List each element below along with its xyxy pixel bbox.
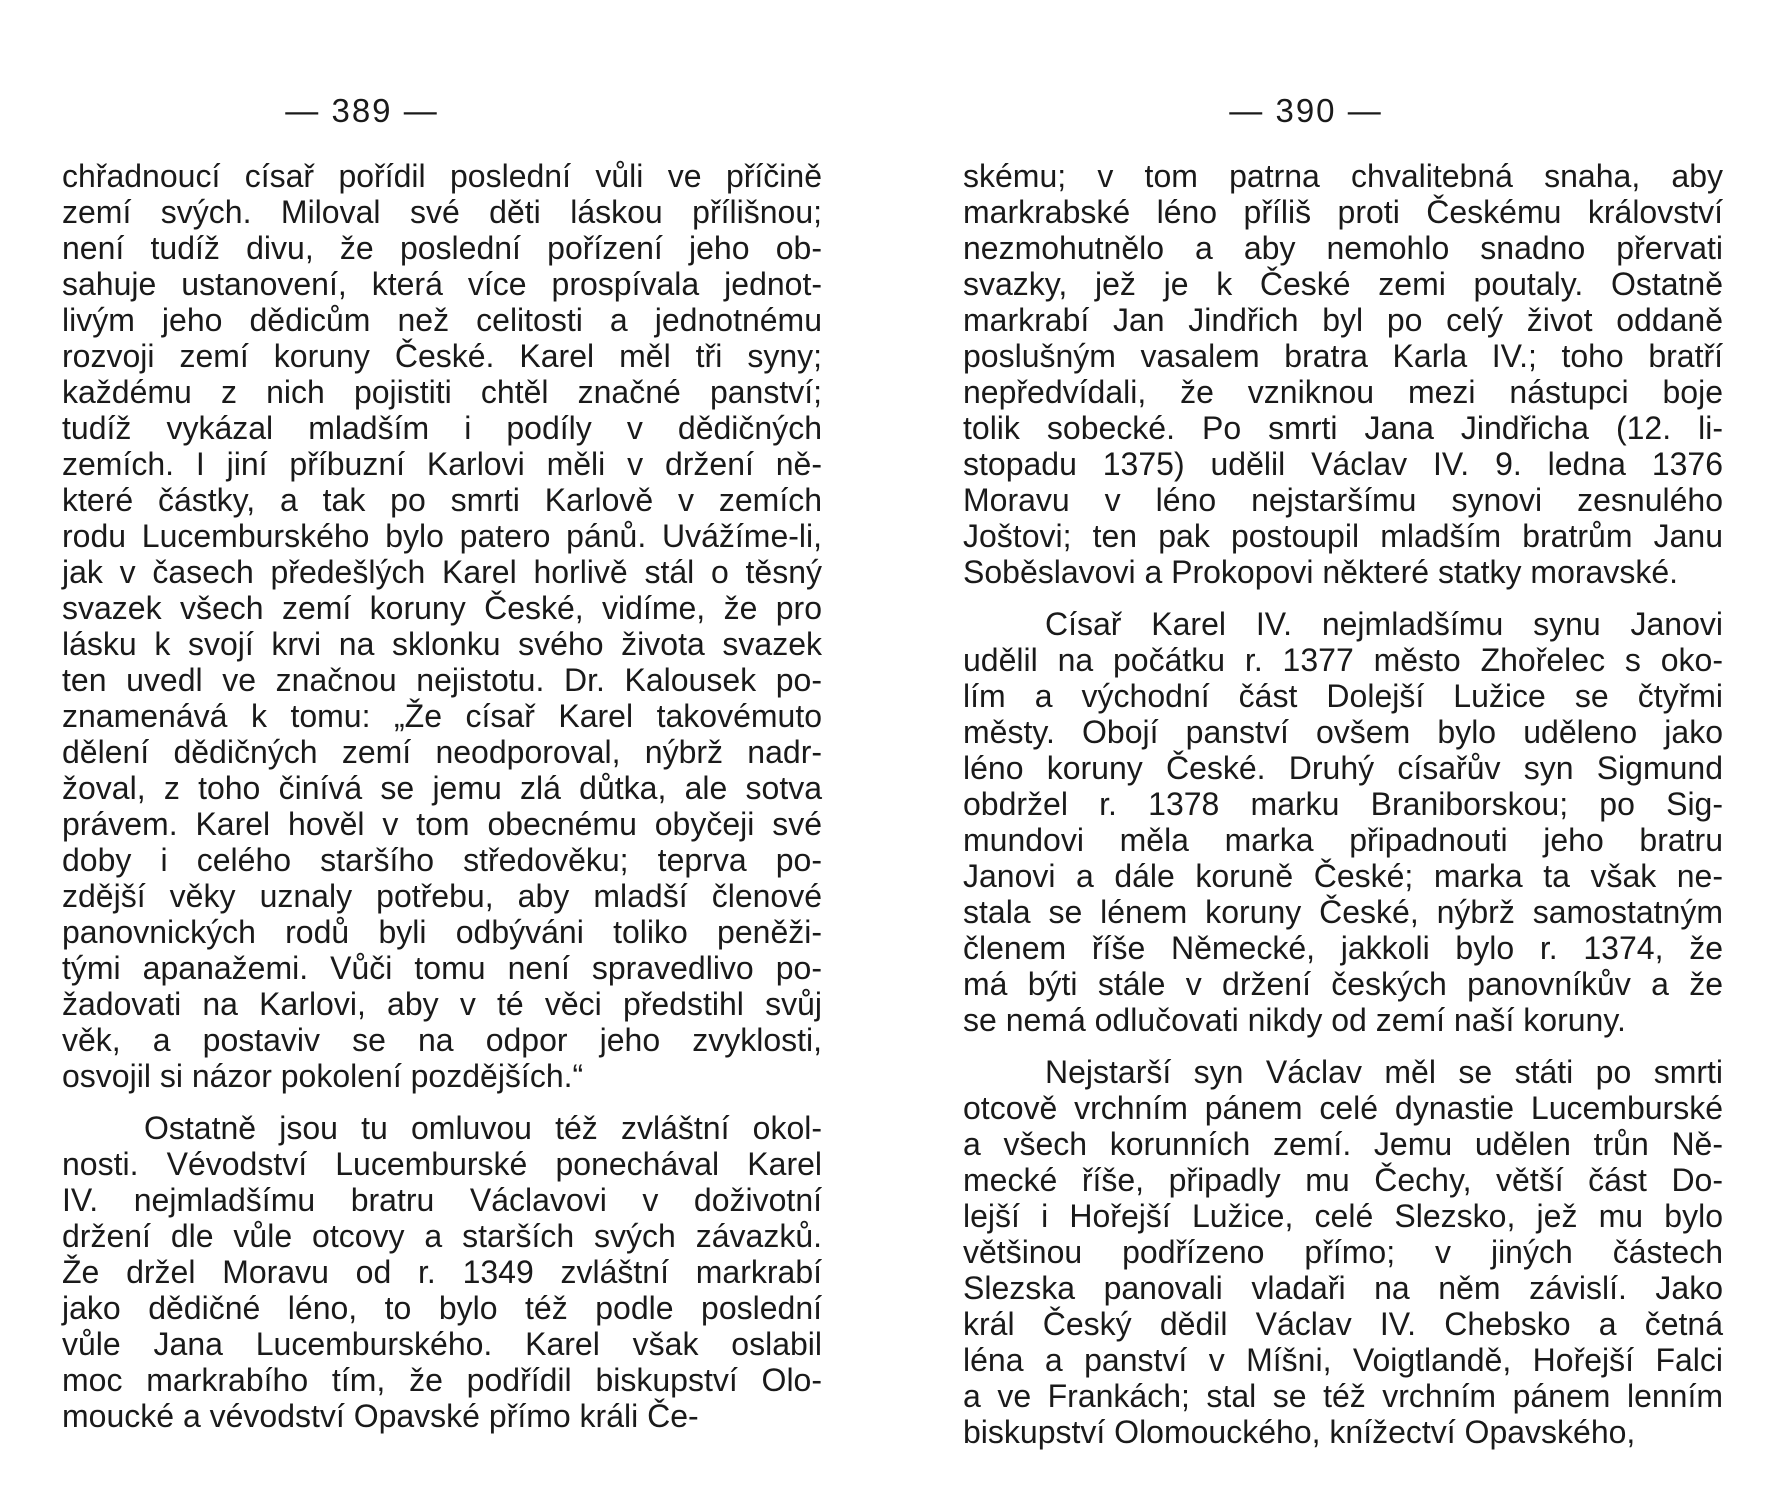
text-line: znamenává k tomu: „Že císař Karel takovémuto: [62, 698, 822, 734]
text-line: které částky, a tak po smrti Karlově v zemích: [62, 482, 822, 518]
text-line: sahuje ustanovení, která více prospívala jednot-: [62, 266, 822, 302]
text-line: vůle Jana Lucemburského. Karel však oslabil: [62, 1326, 822, 1362]
text-line: zemí svých. Miloval své děti láskou přílišnou;: [62, 194, 822, 230]
text-line: ten uvedl ve značnou nejistotu. Dr. Kalousek po-: [62, 662, 822, 698]
text-line: žoval, z toho činívá se jemu zlá důtka, ale sotva: [62, 770, 822, 806]
text-line: obdržel r. 1378 marku Braniborskou; po Sig-: [963, 786, 1723, 822]
text-line: nosti. Vévodství Lucemburské ponechával Karel: [62, 1146, 822, 1182]
paragraph-gap: [62, 1094, 822, 1110]
text-line: svazek všech zemí koruny České, vidíme, že pro: [62, 590, 822, 626]
text-line: lejší i Hořejší Lužice, celé Slezsko, jež mu bylo: [963, 1198, 1723, 1234]
text-line: tolik sobecké. Po smrti Jana Jindřicha (12. li-: [963, 410, 1723, 446]
text-line: mecké říše, připadly mu Čechy, větší část Do-: [963, 1162, 1723, 1198]
text-line: markrabské léno příliš proti Českému království: [963, 194, 1723, 230]
page-text: [963, 158, 1723, 1450]
text-line: tými apanažemi. Vůči tomu není spravedlivo po-: [62, 950, 822, 986]
text-line: není tudíž divu, že poslední pořízení jeho ob-: [62, 230, 822, 266]
text-line: rozvoji zemí koruny České. Karel měl tři syny;: [62, 338, 822, 374]
paragraph-gap: [963, 1038, 1723, 1054]
text-line: moc markrabího tím, že podřídil biskupství Olo-: [62, 1362, 822, 1398]
text-line: lím a východní část Dolejší Lužice se čtyřmi: [963, 678, 1723, 714]
text-line: král Český dědil Václav IV. Chebsko a četná: [963, 1306, 1723, 1342]
text-line: udělil na počátku r. 1377 město Zhořelec s oko-: [963, 642, 1723, 678]
text-line: nepředvídali, že vzniknou mezi nástupci boje: [963, 374, 1723, 410]
text-line: osvojil si názor pokolení pozdějších.“: [62, 1058, 584, 1094]
text-line: Císař Karel IV. nejmladšímu synu Janovi: [1045, 606, 1723, 642]
text-line: biskupství Olomouckého, knížectví Opavského,: [963, 1414, 1636, 1450]
text-line: poslušným vasalem bratra Karla IV.; toho bratří: [963, 338, 1723, 374]
text-line: tudíž vykázal mladším i podíly v dědičných: [62, 410, 822, 446]
paragraph: [963, 1054, 1723, 1450]
text-line: svazky, jež je k České zemi poutaly. Ostatně: [963, 266, 1723, 302]
text-line: stala se lénem koruny České, nýbrž samostatným: [963, 894, 1723, 930]
text-line: nezmohutnělo a aby nemohlo snadno přervati: [963, 230, 1723, 266]
text-line: zemích. I jiní příbuzní Karlovi měli v držení ně-: [62, 446, 822, 482]
paragraph: [62, 158, 822, 1094]
text-line: panovnických rodů byli odbýváni toliko peněži-: [62, 914, 822, 950]
text-line: otcově vrchním pánem celé dynastie Lucemburské: [963, 1090, 1723, 1126]
text-line: mundovi měla marka připadnouti jeho bratru: [963, 822, 1723, 858]
text-line: většinou podřízeno přímo; v jiných částech: [963, 1234, 1723, 1270]
text-line: léno koruny České. Druhý císařův syn Sigmund: [963, 750, 1723, 786]
text-line: livým jeho dědicům než celitosti a jednotnému: [62, 302, 822, 338]
page-number: — 389 —: [285, 92, 439, 129]
text-line: dělení dědičných zemí neodporoval, nýbrž nadr-: [62, 734, 822, 770]
text-line: skému; v tom patrna chvalitebná snaha, aby: [963, 158, 1723, 194]
text-line: má býti stále v držení českých panovníkův a že: [963, 966, 1723, 1002]
paragraph: [963, 606, 1723, 1038]
text-line: a ve Frankách; stal se též vrchním pánem lenním: [963, 1378, 1723, 1414]
text-line: lásku k svojí krvi na sklonku svého života svazek: [62, 626, 822, 662]
text-line: Moravu v léno nejstaršímu synovi zesnulého: [963, 482, 1723, 518]
text-line: každému z nich pojistiti chtěl značné panství;: [62, 374, 822, 410]
text-line: chřadnoucí císař pořídil poslední vůli ve příčině: [62, 158, 822, 194]
text-line: věk, a postaviv se na odpor jeho zvyklosti,: [62, 1022, 822, 1058]
text-line: Slezska panovali vladaři na něm závislí. Jako: [963, 1270, 1723, 1306]
text-line: držení dle vůle otcovy a starších svých závazků.: [62, 1218, 822, 1254]
text-line: markrabí Jan Jindřich byl po celý život oddaně: [963, 302, 1723, 338]
text-line: moucké a vévodství Opavské přímo králi Če-: [62, 1398, 699, 1434]
page-text: [62, 158, 822, 1434]
text-line: IV. nejmladšímu bratru Václavovi v doživotní: [62, 1182, 822, 1218]
text-line: rodu Lucemburského bylo patero pánů. Uvážíme-li,: [62, 518, 822, 554]
text-line: stopadu 1375) udělil Václav IV. 9. ledna 1376: [963, 446, 1723, 482]
text-line: Ostatně jsou tu omluvou též zvláštní okol-: [144, 1110, 822, 1146]
text-line: a všech korunních zemí. Jemu udělen trůn Ně-: [963, 1126, 1723, 1162]
text-line: se nemá odlučovati nikdy od zemí naší koruny.: [963, 1002, 1626, 1038]
text-line: právem. Karel hověl v tom obecnému obyčeji své: [62, 806, 822, 842]
paragraph: [963, 158, 1723, 590]
text-line: doby i celého staršího středověku; teprva po-: [62, 842, 822, 878]
page-number: — 390 —: [1229, 92, 1383, 129]
text-line: Soběslavovi a Prokopovi některé statky moravské.: [963, 554, 1678, 590]
paragraph: [62, 1110, 822, 1434]
text-line: členem říše Německé, jakkoli bylo r. 1374, že: [963, 930, 1723, 966]
text-line: městy. Obojí panství ovšem bylo uděleno jako: [963, 714, 1723, 750]
text-line: Joštovi; ten pak postoupil mladším bratrům Janu: [963, 518, 1723, 554]
text-line: Že držel Moravu od r. 1349 zvláštní markrabí: [62, 1254, 822, 1290]
text-line: Janovi a dále koruně České; marka ta však ne-: [963, 858, 1723, 894]
text-line: léna a panství v Míšni, Voigtlandě, Hořejší Falci: [963, 1342, 1723, 1378]
text-line: jak v časech předešlých Karel horlivě stál o těsný: [62, 554, 822, 590]
text-line: Nejstarší syn Václav měl se státi po smrti: [1045, 1054, 1723, 1090]
text-line: zdější věky uznaly potřebu, aby mladší členové: [62, 878, 822, 914]
paragraph-gap: [963, 590, 1723, 606]
text-line: žadovati na Karlovi, aby v té věci předstihl svůj: [62, 986, 822, 1022]
text-line: jako dědičné léno, to bylo též podle poslední: [62, 1290, 822, 1326]
